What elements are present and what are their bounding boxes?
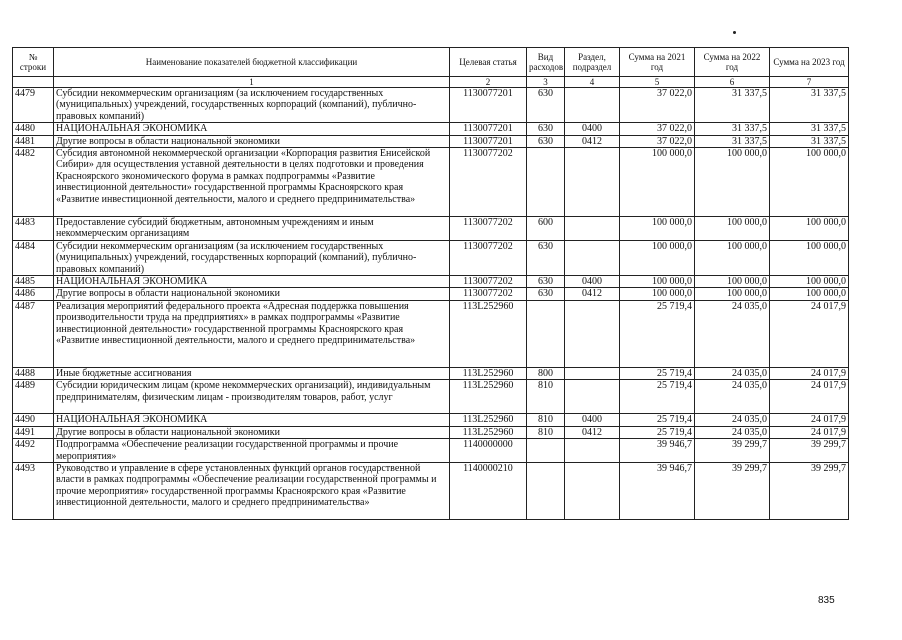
sum-2022: 24 035,0 xyxy=(695,426,770,438)
table-row xyxy=(13,288,849,300)
sum-2022: 39 299,7 xyxy=(695,462,770,519)
stray-mark xyxy=(733,31,736,34)
section-code: 0412 xyxy=(565,288,620,300)
section-code xyxy=(565,148,620,217)
table-row xyxy=(13,439,849,463)
target-article: 1130077201 xyxy=(450,123,527,135)
table-row xyxy=(13,135,849,147)
column-number-row xyxy=(13,77,849,88)
table-body xyxy=(13,88,849,520)
section-code xyxy=(565,300,620,367)
target-article: 113L252960 xyxy=(450,414,527,426)
sum-2022: 24 035,0 xyxy=(695,380,770,414)
table-row xyxy=(13,462,849,519)
row-number: 4487 xyxy=(13,300,54,367)
sum-2022: 31 337,5 xyxy=(695,135,770,147)
col-number: 1 xyxy=(54,77,450,88)
sum-2021: 39 946,7 xyxy=(620,462,695,519)
col-number: 6 xyxy=(695,77,770,88)
table-row xyxy=(13,88,849,123)
table-row xyxy=(13,414,849,426)
sum-2022: 100 000,0 xyxy=(695,240,770,275)
indicator-name: Субсидии некоммерческим организациям (за исключением государственных (муниципальных) учреждений, государственных корпораций (компаний), публично-правовых компаний) xyxy=(54,240,450,275)
row-number: 4479 xyxy=(13,88,54,123)
row-number: 4484 xyxy=(13,240,54,275)
sum-2022: 100 000,0 xyxy=(695,148,770,217)
table-row xyxy=(13,276,849,288)
indicator-name: НАЦИОНАЛЬНАЯ ЭКОНОМИКА xyxy=(54,414,450,426)
col-number: 7 xyxy=(770,77,849,88)
indicator-name: Другие вопросы в области национальной экономики xyxy=(54,135,450,147)
sum-2021: 100 000,0 xyxy=(620,276,695,288)
header-name: Наименование показателей бюджетной классификации xyxy=(54,48,450,77)
target-article: 1140000000 xyxy=(450,439,527,463)
indicator-name: Субсидии некоммерческим организациям (за исключением государственных (муниципальных) учреждений, государственных корпораций (компаний), публично-правовых компаний) xyxy=(54,88,450,123)
section-code xyxy=(565,367,620,379)
target-article: 113L252960 xyxy=(450,426,527,438)
section-code: 0400 xyxy=(565,123,620,135)
table-row xyxy=(13,380,849,414)
expense-type xyxy=(527,462,565,519)
sum-2021: 39 946,7 xyxy=(620,439,695,463)
header-sum-2022: Сумма на 2022 год xyxy=(695,48,770,77)
sum-2021: 25 719,4 xyxy=(620,380,695,414)
header-sum-2023: Сумма на 2023 год xyxy=(770,48,849,77)
sum-2023: 31 337,5 xyxy=(770,135,849,147)
expense-type: 810 xyxy=(527,426,565,438)
sum-2021: 100 000,0 xyxy=(620,240,695,275)
row-number: 4481 xyxy=(13,135,54,147)
section-code xyxy=(565,439,620,463)
header-row xyxy=(13,48,849,77)
col-number: 3 xyxy=(527,77,565,88)
sum-2021: 25 719,4 xyxy=(620,426,695,438)
expense-type: 800 xyxy=(527,367,565,379)
target-article: 1140000210 xyxy=(450,462,527,519)
sum-2023: 24 017,9 xyxy=(770,414,849,426)
row-number: 4493 xyxy=(13,462,54,519)
row-number: 4491 xyxy=(13,426,54,438)
sum-2023: 24 017,9 xyxy=(770,380,849,414)
expense-type: 630 xyxy=(527,288,565,300)
sum-2023: 24 017,9 xyxy=(770,426,849,438)
sum-2023: 31 337,5 xyxy=(770,123,849,135)
row-number: 4492 xyxy=(13,439,54,463)
section-code: 0412 xyxy=(565,135,620,147)
header-sum-2021: Сумма на 2021 год xyxy=(620,48,695,77)
table-row xyxy=(13,300,849,367)
sum-2023: 39 299,7 xyxy=(770,439,849,463)
sum-2022: 100 000,0 xyxy=(695,288,770,300)
expense-type: 630 xyxy=(527,88,565,123)
indicator-name: Другие вопросы в области национальной экономики xyxy=(54,426,450,438)
col-number: 2 xyxy=(450,77,527,88)
section-code: 0412 xyxy=(565,426,620,438)
expense-type: 600 xyxy=(527,217,565,241)
target-article: 1130077201 xyxy=(450,88,527,123)
row-number: 4486 xyxy=(13,288,54,300)
indicator-name: НАЦИОНАЛЬНАЯ ЭКОНОМИКА xyxy=(54,123,450,135)
target-article: 1130077201 xyxy=(450,135,527,147)
sum-2022: 24 035,0 xyxy=(695,300,770,367)
expense-type: 810 xyxy=(527,380,565,414)
target-article: 1130077202 xyxy=(450,288,527,300)
col-number: 4 xyxy=(565,77,620,88)
sum-2022: 24 035,0 xyxy=(695,367,770,379)
sum-2022: 100 000,0 xyxy=(695,217,770,241)
sum-2023: 39 299,7 xyxy=(770,462,849,519)
row-number: 4485 xyxy=(13,276,54,288)
header-exp-type: Вид расходов xyxy=(527,48,565,77)
row-number: 4488 xyxy=(13,367,54,379)
sum-2022: 24 035,0 xyxy=(695,414,770,426)
table-row xyxy=(13,148,849,217)
col-number: 5 xyxy=(620,77,695,88)
expense-type: 630 xyxy=(527,123,565,135)
indicator-name: Руководство и управление в сфере установленных функций органов государственной власти в рамках подпрограммы «Обеспечение реализации государственной программы и прочие мероприятия» государственной программы Красноярского края «Развитие инвестиционной деятельности, малого и среднего предпринимательства» xyxy=(54,462,450,519)
indicator-name: Предоставление субсидий бюджетным, автономным учреждениям и иным некоммерческим организациям xyxy=(54,217,450,241)
indicator-name: Другие вопросы в области национальной экономики xyxy=(54,288,450,300)
section-code xyxy=(565,217,620,241)
sum-2021: 25 719,4 xyxy=(620,414,695,426)
row-number: 4483 xyxy=(13,217,54,241)
sum-2021: 25 719,4 xyxy=(620,367,695,379)
table-row xyxy=(13,240,849,275)
section-code xyxy=(565,462,620,519)
budget-table xyxy=(12,47,849,520)
header-section: Раздел, подраздел xyxy=(565,48,620,77)
sum-2022: 39 299,7 xyxy=(695,439,770,463)
sum-2023: 24 017,9 xyxy=(770,367,849,379)
section-code: 0400 xyxy=(565,414,620,426)
target-article: 1130077202 xyxy=(450,240,527,275)
sum-2023: 31 337,5 xyxy=(770,88,849,123)
sum-2021: 100 000,0 xyxy=(620,148,695,217)
expense-type: 630 xyxy=(527,240,565,275)
sum-2023: 100 000,0 xyxy=(770,148,849,217)
sum-2023: 100 000,0 xyxy=(770,217,849,241)
expense-type xyxy=(527,148,565,217)
sum-2021: 37 022,0 xyxy=(620,123,695,135)
col-number xyxy=(13,77,54,88)
target-article: 113L252960 xyxy=(450,367,527,379)
indicator-name: Подпрограмма «Обеспечение реализации государственной программы и прочие мероприятия» xyxy=(54,439,450,463)
target-article: 113L252960 xyxy=(450,300,527,367)
sum-2021: 25 719,4 xyxy=(620,300,695,367)
indicator-name: Реализация мероприятий федерального проекта «Адресная поддержка повышения производительности труда на предприятиях» в рамках подпрограммы «Развитие инвестиционной деятельности» государственной программы Красноярского края «Развитие инвестиционной деятельности, малого и среднего предпринимательства» xyxy=(54,300,450,367)
header-target: Целевая статья xyxy=(450,48,527,77)
expense-type xyxy=(527,439,565,463)
indicator-name: НАЦИОНАЛЬНАЯ ЭКОНОМИКА xyxy=(54,276,450,288)
sum-2022: 31 337,5 xyxy=(695,123,770,135)
sum-2023: 100 000,0 xyxy=(770,240,849,275)
section-code xyxy=(565,88,620,123)
sum-2023: 24 017,9 xyxy=(770,300,849,367)
indicator-name: Субсидии юридическим лицам (кроме некоммерческих организаций), индивидуальным предпринимателям, физическим лицам - производителям товаров, работ, услуг xyxy=(54,380,450,414)
table-row xyxy=(13,367,849,379)
row-number: 4480 xyxy=(13,123,54,135)
sum-2021: 37 022,0 xyxy=(620,135,695,147)
page-number: 835 xyxy=(818,595,835,606)
target-article: 1130077202 xyxy=(450,276,527,288)
target-article: 1130077202 xyxy=(450,148,527,217)
sum-2023: 100 000,0 xyxy=(770,288,849,300)
section-code xyxy=(565,380,620,414)
expense-type xyxy=(527,300,565,367)
sum-2022: 31 337,5 xyxy=(695,88,770,123)
target-article: 1130077202 xyxy=(450,217,527,241)
sum-2023: 100 000,0 xyxy=(770,276,849,288)
target-article: 113L252960 xyxy=(450,380,527,414)
expense-type: 630 xyxy=(527,135,565,147)
section-code: 0400 xyxy=(565,276,620,288)
indicator-name: Субсидия автономной некоммерческой организации «Корпорация развития Енисейской Сибири» для осуществления уставной деятельности в целях подготовки и проведения Красноярского экономического форума в рамках подпрограммы «Развитие инвестиционной деятельности» государственной программы Красноярского края «Развитие инвестиционной деятельности, малого и среднего предпринимательства» xyxy=(54,148,450,217)
sum-2021: 37 022,0 xyxy=(620,88,695,123)
header-row-no: № строки xyxy=(13,48,54,77)
row-number: 4489 xyxy=(13,380,54,414)
table-row xyxy=(13,426,849,438)
section-code xyxy=(565,240,620,275)
indicator-name: Иные бюджетные ассигнования xyxy=(54,367,450,379)
table-row xyxy=(13,123,849,135)
row-number: 4482 xyxy=(13,148,54,217)
row-number: 4490 xyxy=(13,414,54,426)
sum-2021: 100 000,0 xyxy=(620,217,695,241)
expense-type: 630 xyxy=(527,276,565,288)
sum-2021: 100 000,0 xyxy=(620,288,695,300)
expense-type: 810 xyxy=(527,414,565,426)
table-row xyxy=(13,217,849,241)
sum-2022: 100 000,0 xyxy=(695,276,770,288)
